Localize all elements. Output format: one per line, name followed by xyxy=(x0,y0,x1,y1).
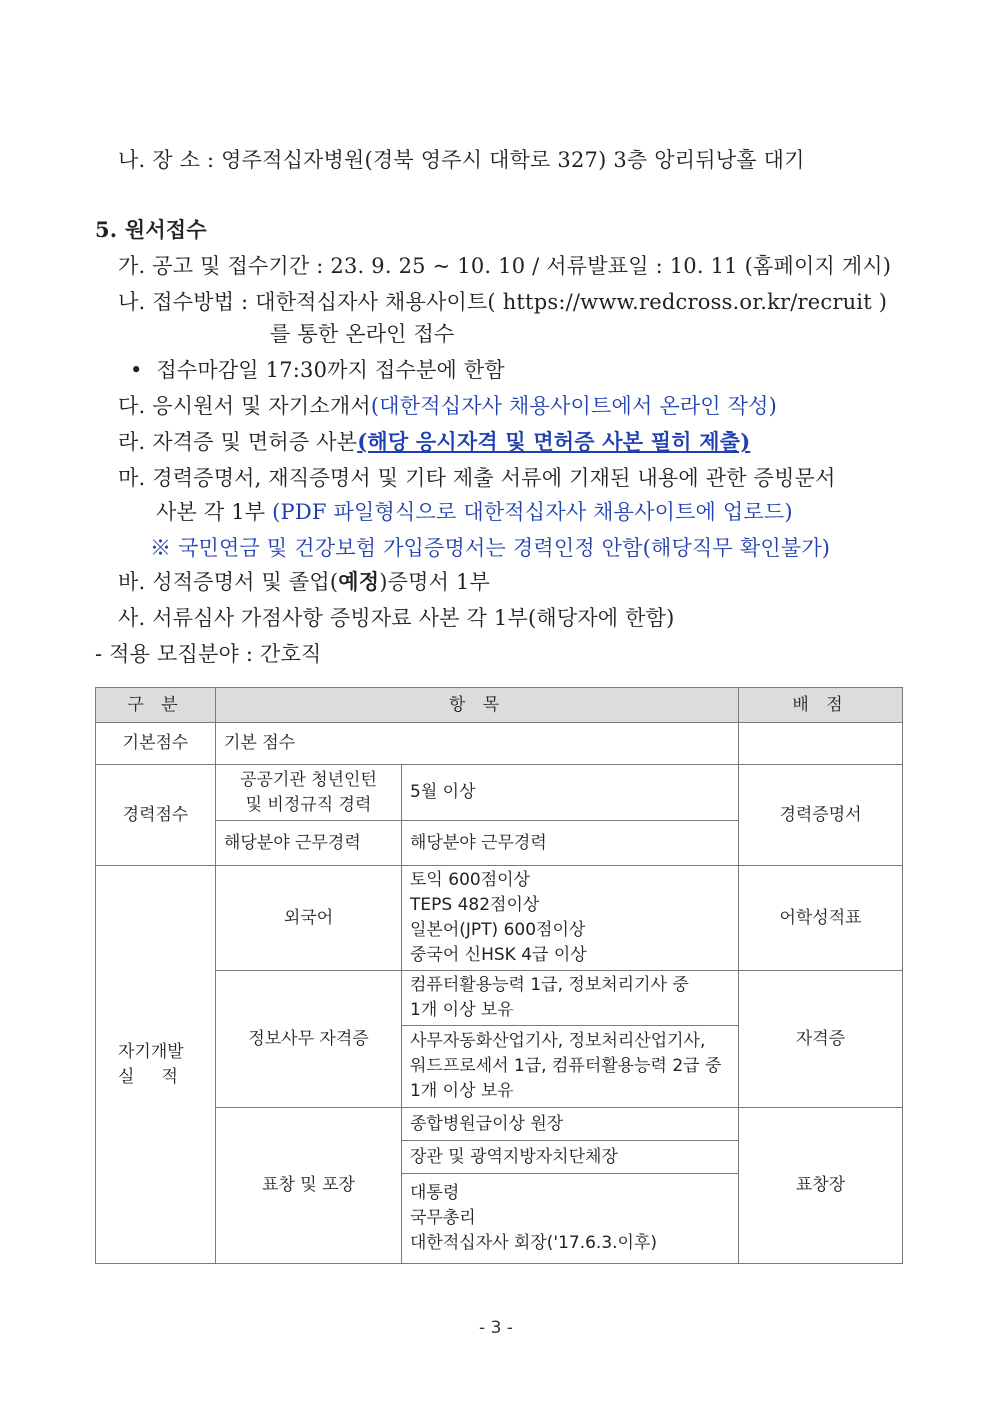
deadline-bullet xyxy=(130,356,505,384)
upload-note: (PDF 파일형식으로 대한적십자사 채용사이트에 업로드) xyxy=(272,500,793,524)
applicable-field-line: - 적용 모집분야 : 간호직 xyxy=(95,642,322,666)
foreign-items xyxy=(402,866,739,971)
transcript-line xyxy=(118,568,490,596)
table-row xyxy=(96,765,903,821)
basic-category: 기본점수 xyxy=(96,723,216,765)
deadline-text: 접수마감일 17:30까지 접수분에 한함 xyxy=(156,358,505,382)
table-row xyxy=(96,866,903,971)
career-sub-intern: 공공기관 청년인턴 및 비정규직 경력 xyxy=(216,765,402,821)
award-item-2: 장관 및 광역지방자치단체장 xyxy=(402,1141,739,1174)
application-form-line xyxy=(118,392,777,420)
application-form-label: 다. 응시원서 및 자기소개서 xyxy=(118,394,371,418)
header-item: 항 목 xyxy=(216,688,739,723)
career-score: 경력증명서 xyxy=(739,765,903,866)
bonus-evidence-line: 사. 서류심사 가점사항 증빙자료 사본 각 1부(해당자에 한함) xyxy=(118,606,675,630)
career-item-intern: 5월 이상 xyxy=(402,765,739,821)
application-method-line-cont: 를 통한 온라인 접수 xyxy=(270,322,455,346)
certificate-docs-line-cont xyxy=(156,498,793,526)
it-cert-item-2: 사무자동화산업기사, 정보처리산업기사, 워드프로세서 1급, 컴퓨터활용능력 2급 중 1개 이상 보유 xyxy=(402,1026,739,1108)
foreign-item: 중국어 신HSK 4급 이상 xyxy=(410,945,587,965)
table-row xyxy=(96,971,903,1026)
certificate-docs-line: 마. 경력증명서, 재직증명서 및 기타 제출 서류에 기재된 내용에 관한 증빙문서 xyxy=(118,466,836,490)
career-item-field: 해당분야 근무경력 xyxy=(402,821,739,866)
header-score: 배 점 xyxy=(739,688,903,723)
selfdev-category: 자기개발 실 적 xyxy=(96,866,216,1264)
award-score: 표창장 xyxy=(739,1108,903,1264)
bonus-score-table xyxy=(95,687,903,1264)
foreign-item: 일본어(JPT) 600점이상 xyxy=(410,920,586,940)
notice-period-line: 가. 공고 및 접수기간 : 23. 9. 25 ~ 10. 10 / 서류발표일 : 10. 11 (홈페이지 게시) xyxy=(118,254,892,278)
foreign-sub: 외국어 xyxy=(216,866,402,971)
page-number: - 3 - xyxy=(479,1318,513,1338)
transcript-expected: 예정 xyxy=(338,569,380,594)
application-form-note: (대한적십자사 채용사이트에서 온라인 작성) xyxy=(370,394,778,418)
table-row xyxy=(96,1108,903,1141)
it-cert-score: 자격증 xyxy=(739,971,903,1108)
pension-note: ※ 국민연금 및 건강보험 가입증명서는 경력인정 안함(해당직무 확인불가) xyxy=(150,536,831,560)
foreign-score: 어학성적표 xyxy=(739,866,903,971)
foreign-item: TEPS 482점이상 xyxy=(410,895,540,915)
career-sub-field: 해당분야 근무경력 xyxy=(216,821,402,866)
career-category: 경력점수 xyxy=(96,765,216,866)
award-sub: 표창 및 포장 xyxy=(216,1108,402,1264)
transcript-c: )증명서 1부 xyxy=(379,570,491,594)
bullet-icon: • xyxy=(130,358,157,382)
license-copy-label: 라. 자격증 및 면허증 사본 xyxy=(118,430,358,454)
section-title-application: 5. 원서접수 xyxy=(95,217,207,242)
license-copy-note: (해당 응시자격 및 면허증 사본 필히 제출) xyxy=(357,429,751,454)
certificate-copies: 사본 각 1부 xyxy=(156,500,273,524)
application-method-line: 나. 접수방법 : 대한적십자사 채용사이트( https://www.redcross.or.kr/recruit ) xyxy=(118,290,888,314)
foreign-item: 토익 600점이상 xyxy=(410,870,530,890)
basic-item: 기본 점수 xyxy=(216,723,739,765)
award-item-1: 종합병원급이상 원장 xyxy=(402,1108,739,1141)
license-copy-line xyxy=(118,428,750,456)
table-row xyxy=(96,723,903,765)
exam-location-line: 나. 장 소 : 영주적십자병원(경북 영주시 대학로 327) 3층 앙리뒤낭홀 대기 xyxy=(118,148,805,172)
it-cert-item-1: 컴퓨터활용능력 1급, 정보처리기사 중 1개 이상 보유 xyxy=(402,971,739,1026)
transcript-a: 바. 성적증명서 및 졸업( xyxy=(118,570,339,594)
basic-score xyxy=(739,723,903,765)
award-item-3: 대통령 국무총리 대한적십자사 회장('17.6.3.이후) xyxy=(402,1174,739,1264)
it-cert-sub: 정보사무 자격증 xyxy=(216,971,402,1108)
table-header-row xyxy=(96,688,903,723)
header-category: 구 분 xyxy=(96,688,216,723)
